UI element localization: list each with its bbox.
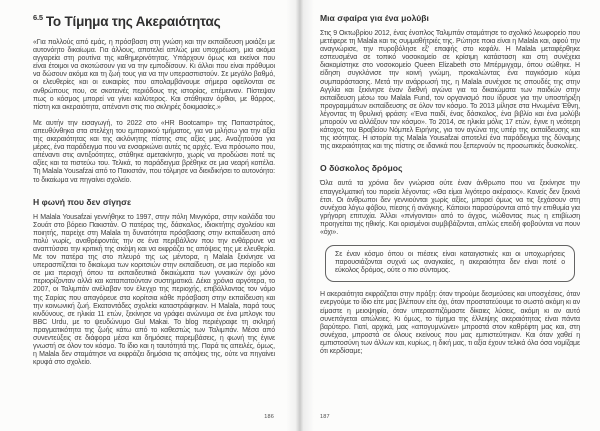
chapter-heading <box>33 10 275 29</box>
section-paragraph-integrity: Όλα αυτά τα χρόνια δεν γνώρισα ούτε έναν άνθρωπο που να ξεκίνησε την επαγγελματική του πορεία λέγοντας: «Θα είμαι λιγότερο ακέραιος». Κανείς δεν ξεκινά έτσι. Οι άνθρωποι δεν γεννιούνται χωρίς αξίες, μπορεί όμως να τις ξεχάσουν στη συνέχεια λόγω φόβου, πίεσης ή ανάγκης. Κάποιοι παρασύρονται από την επιθυμία για γρήγορη επιτυχία. Άλλοι «πνίγονται» από το άγχος, νιώθοντας πως η επιβίωση προηγείται της ηθικής. Και ορισμένοι συμβιβάζονται, απλώς επειδή φοβούνται να πουν «όχι». <box>320 180 580 236</box>
chapter-number: 6.5 <box>33 13 43 22</box>
callout-box <box>325 245 575 282</box>
section-heading-voice: Η φωνή που δεν σίγησε <box>33 196 132 207</box>
callout-text: Σε έναν κόσμο όπου οι πιέσεις είναι καταιγιστικές και οι υποχωρήσεις παρουσιάζονται συχνά ως αναγκαίες, η ακεραιότητα δεν είναι ποτέ ο εύκολος δρόμος, ούτε ο πιο σύντομος. <box>335 251 565 275</box>
page-right <box>300 0 600 431</box>
section-paragraph-attack: Στις 9 Οκτωβρίου 2012, ένας ένοπλος Ταλιμπάν σταμάτησε το σχολικό λεωφορείο που μετέφερε τη Malala και τις συμμαθήτριές της. Ρώτησε ποια είναι η Malala και, αφού την αναγνώρισε, την πυροβόλησε εξ' επαφής στο κεφάλι. Η Malala μεταφέρθηκε εσπευσμένα σε τοπικό νοσοκομείο σε κρίσιμη κατάσταση και στη συνέχεια διακομίστηκε στο νοσοκομείο Queen Elizabeth στο Μπέρμιγχαμ, όπου σώθηκε. Η είδηση συγκλόνισε την κοινή γνώμη, προκαλώντας ένα παγκόσμιο κύμα συμπαράστασης. Μετά την ανάρρωσή της, η Malala συνέχισε τις σπουδές της στην Αγγλία και ξεκίνησε έναν διεθνή αγώνα για τα δικαιώματα των παιδιών στην εκπαίδευση μέσω του Malala Fund, τον οργανισμό που ίδρυσε για την υποστήριξη προγραμμάτων εκπαίδευσης σε όλον τον κόσμο. Το 2013 μίλησε στα Ηνωμένα Έθνη, λέγοντας τη θρυλική φράση: «Ένα παιδί, ένας δάσκαλος, ένα βιβλίο και ένα μολύβι μπορούν να αλλάξουν τον κόσμο». Το 2014, σε ηλικία μόλις 17 ετών, έγινε η νεότερη κάτοχος του Βραβείου Νόμπελ Ειρήνης, για τον αγώνα της υπέρ της εκπαίδευσης και της ισότητας. Η ιστορία της Malala Yousafzai αποτελεί ένα παράδειγμα της δύναμης της ακεραιότητας και της πίστης σε ιδανικά που ξεπερνούν τις προσωπικές δυσκολίες. <box>320 30 580 151</box>
opening-quote-paragraph: «Για πολλούς από εμάς, η πρόσβαση στη γνώση και την εκπαίδευση μοιάζει με αυτονόητο δικαίωμα. Για άλλους, αποτελεί απλώς μια υποχρέωση, μια ακόμα αγγαρεία στη ρουτίνα της καθημερινότητας. Υπάρχουν όμως και εκείνοι που είναι έτοιμοι να σκοτώσουν για να την εμποδίσουν. Κι άλλοι που είναι πρόθυμοι να δώσουν ακόμα και τη ζωή τους για να την υπερασπιστούν. Σε μεγάλο βαθμό, οι ελευθερίες και οι ευκαιρίες που απολαμβάνουμε σήμερα οφείλονται σε ανθρώπους που, σε σκοτεινές περιόδους της ιστορίας, επέμειναν. Πίστεψαν πως ο κόσμος μπορεί να γίνει καλύτερος. Και στάθηκαν όρθιοι, με θάρρος, πίστη και ακεραιότητα, απέναντι στις πιο σκληρές δοκιμασίες.» <box>33 39 275 111</box>
section-heading-hard-road: Ο δύσκολος δρόμος <box>320 163 403 174</box>
section-paragraph-malala-bio: Η Malala Yousafzai γεννήθηκε το 1997, στην πόλη Μινγκόρα, στην κοιλάδα του Σουάτ στο βόρειο Πακιστάν. Ο πατέρας της, δάσκαλος, ιδιοκτήτης σχολείου και ποιητής, παρείχε στη Malala τη δυνατότητα πρόσβασης στην εκπαίδευση από πολύ νωρίς, αναθρέφοντάς την σε ένα περιβάλλον που την ενθάρρυνε να αναπτύσσει την κριτική της σκέψη και να εκφράζει τις απόψεις της με ελευθερία. Με τον πατέρα της στο πλευρό της ως μέντορα, η Malala ξεκίνησε να υπερασπίζεται το δικαίωμα των κοριτσιών στην εκπαίδευση, σε μια περίοδο και σε μια περιοχή όπου τα εκπαιδευτικά δικαιώματα των γυναικών όχι μόνο περιορίζονταν αλλά και καταπατούνταν συστηματικά. Δέκα χρόνια αργότερα, το 2007, οι Ταλιμπάν ανέλαβαν τον έλεγχο της περιοχής, επιβάλλοντας τον νόμο της Σαρίας που απαγόρευε στα κορίτσια κάθε πρόσβαση στην εκπαίδευση και την κοινωνική ζωή. Εκατοντάδες σχολεία καταστράφηκαν. Η Malala, παρά τους κινδύνους, σε ηλικία 11 ετών, ξεκίνησε να γράφει ανώνυμα σε ένα μπλογκ του BBC Urdu, με το ψευδώνυμο Gul Makai. Το blog περιέγραφε τη σκληρή πραγματικότητα της ζωής κάτω από το καθεστώς των Ταλιμπάν. Μέσα από συνεντεύξεις σε διάφορα μέσα και δημόσιες παρεμβάσεις, η φωνή της έγινε γνωστή σε όλον τον κόσμο. Το ίδιο και η ταυτότητά της. Παρά τις απειλές, όμως, η Malala δεν σταμάτησε να εκφράζει δημόσια τις απόψεις της, ούτε να πηγαίνει κρυφά στο σχολείο. <box>33 213 275 367</box>
closing-paragraph: Η ακεραιότητα εκφράζεται στην πράξη: όταν τηρούμε δεσμεύσεις και υποσχέσεις, όταν ενεργούμε το ίδιο είτε μας βλέπουν είτε όχι, όταν προστατεύουμε το σωστό ακόμη κι αν είμαστε η μειοψηφία, όταν υπερασπιζόμαστε δίκαιες λύσεις, ακόμη κι αν αυτό συνεπάγεται απώλειες. Κι όμως, το τίμημα της έλλειψης ακεραιότητας είναι πάντα βαρύτερο. Γιατί, αρχικά, μας «απογυμνώνει» μπροστά στον καθρέφτη μας και, στη συνέχεια, μπροστά σε όλους εκείνους που μας εμπιστεύτηκαν. Και όταν χαθεί η εμπιστοσύνη των άλλων και, κυρίως, η δική μας, τι αξία έχουν τελικά όλα όσα νομίζαμε ότι κερδίσαμε; <box>320 291 580 355</box>
page-number-left: 186 <box>264 414 274 420</box>
chapter-title-text: Το Τίμημα της Ακεραιότητας <box>45 14 221 29</box>
section-heading-bullet-pencil: Μια σφαίρα για ένα μολύβι <box>320 13 429 23</box>
intro-paragraph: Με αυτήν την εισαγωγή, το 2022 στο «HR Bootcamp» της Παπαστράτος, απευθύνθηκα στα στελέχη του εμπορικού τμήματος, για να μιλήσω για την αξία της ακεραιότητας και της ακλόνητης πίστης στις αξίες μας. Αναζητούσα για μέρες, ένα παράδειγμα που να ενσαρκώνει αυτές τις αρχές. Ένα πρόσωπο που, απέναντι στις αντιξοότητες, στάθηκε αμετακίνητο, χωρίς να προδώσει ποτέ τις αξίες και τα πιστεύω του. Τελικά, το παράδειγμα βρέθηκε σε μια νεαρή κοπέλα. Τη Malala Yousafzai από το Πακιστάν, που τόλμησε να διεκδικήσει το αυτονόητο: το δικαίωμα να πηγαίνει σχολείο. <box>33 119 275 184</box>
page-number-right: 187 <box>320 414 330 420</box>
